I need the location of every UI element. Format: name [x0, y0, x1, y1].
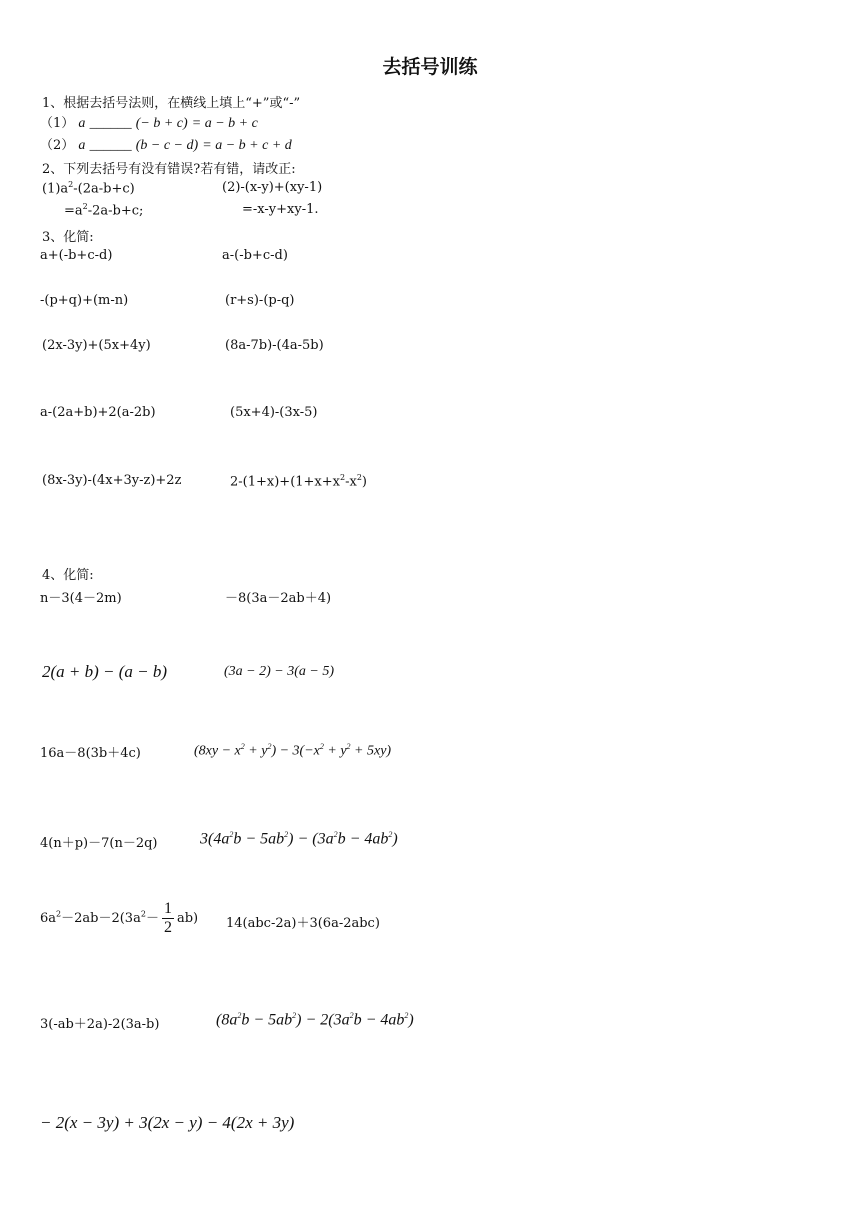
q2-left-line1: $(1)a^2-(2a-b+c)$ [42, 180, 135, 197]
q4-r2-left: 2(a + b) − (a − b) [42, 662, 168, 681]
q2-right-line2: =-x-y+xy-1. [242, 202, 319, 217]
q4-r3-right: $(8xy - x^2 + y^2) - 3(-x^2 + y^2 + 5xy)$ [194, 742, 392, 759]
q3-r3-left: (2x-3y)+(5x+4y) [42, 338, 151, 353]
q1-item-2: （2） a ______ (b − c − d) = a − b + c + d [40, 138, 292, 153]
q4-r5-left: $6a^2-2ab-2(3a^2-$ $\frac{1}{2}$ ab) [40, 900, 199, 936]
fill-blank-2[interactable]: ______ [89, 138, 132, 153]
q3-r5-right: $2-(1+x)+(1+x+x^2-x^2)$ [230, 473, 367, 490]
q3-r2-left: -(p+q)+(m-n) [40, 293, 129, 308]
q3-r1-left: a+(-b+c-d) [40, 248, 113, 263]
q4-r4-right: $3(4a^2b - 5ab^2) - (3a^2b - 4ab^2)$ [200, 830, 398, 848]
q4-r3-left: 16a－8(3b＋4c) [40, 746, 141, 761]
q4-heading: 4、化简: [42, 568, 94, 583]
q3-r4-right: (5x+4)-(3x-5) [230, 405, 318, 420]
q1-heading: 1、根据去括号法则，在横线上填上“+”或“-” [42, 96, 301, 111]
q4-r6-right: $(8a^2b - 5ab^2) - 2(3a^2b - 4ab^2)$ [216, 1011, 414, 1029]
q2-heading: 2、下列去括号有没有错误?若有错，请改正: [42, 162, 296, 177]
q4-r7: − 2(x − 3y) + 3(2x − y) − 4(2x + 3y) [40, 1113, 295, 1132]
q3-r2-right: (r+s)-(p-q) [225, 293, 295, 308]
q1-item-1: （1） a ______ (− b + c) = a − b + c [40, 116, 258, 131]
fraction-half: $\frac{1}{2}$ [163, 900, 172, 936]
fill-blank-1[interactable]: ______ [89, 116, 132, 131]
q4-r1-left: n－3(4－2m) [40, 591, 122, 606]
q4-r4-left: 4(n＋p)－7(n－2q) [40, 836, 158, 851]
q3-r3-right: (8a-7b)-(4a-5b) [225, 338, 324, 353]
page-title: 去括号训练 [382, 56, 478, 78]
q4-r1-right: －8(3a－2ab＋4) [225, 591, 332, 606]
q4-r2-right: (3a − 2) − 3(a − 5) [224, 664, 334, 679]
q2-right-line1: (2)-(x-y)+(xy-1) [222, 180, 323, 195]
q4-r6-left: 3(-ab＋2a)-2(3a-b) [40, 1017, 160, 1032]
q3-r4-left: a-(2a+b)+2(a-2b) [40, 405, 156, 420]
q3-r5-left: (8x-3y)-(4x+3y-z)+2z [42, 473, 182, 488]
q3-r1-right: a-(-b+c-d) [222, 248, 288, 263]
q2-left-line2: $=a^2-2a-b+c$; [64, 202, 144, 219]
q3-heading: 3、化简: [42, 230, 94, 245]
q4-r5-right: 14(abc-2a)＋3(6a-2abc) [226, 916, 380, 931]
